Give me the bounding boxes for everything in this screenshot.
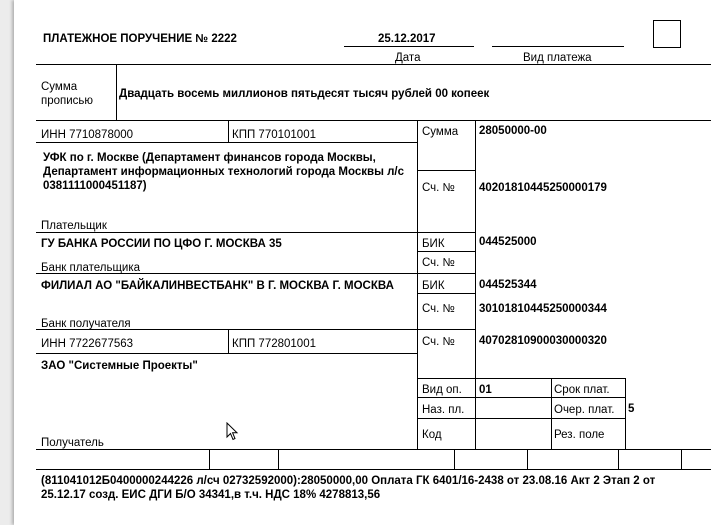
payer-inn: ИНН 7710878000 — [41, 129, 134, 141]
amount-label: Сумма — [422, 126, 459, 138]
payee-bank-account-label: Сч. № — [422, 303, 455, 315]
rule — [228, 120, 229, 142]
rule — [417, 397, 625, 398]
payment-order-document — [14, 0, 711, 525]
payment-type-label: Вид платежа — [523, 52, 592, 64]
form-code-box — [653, 20, 681, 48]
rule — [36, 449, 711, 450]
payer-bik: 044525000 — [479, 236, 537, 248]
rule — [278, 449, 279, 469]
rule — [681, 449, 682, 469]
rule — [209, 449, 210, 469]
op-type-label: Вид оп. — [422, 384, 462, 396]
amount-words-value: Двадцать восемь миллионов пятьдесят тысяч рублей 00 копеек — [119, 88, 490, 100]
payee-bik: 044525344 — [479, 279, 537, 291]
rule — [116, 64, 117, 120]
rule — [618, 449, 619, 469]
payee-bank-account: 30101810445250000344 — [479, 303, 607, 315]
payment-type-line — [492, 46, 624, 47]
priority-label: Очер. плат. — [554, 404, 615, 416]
date-line — [344, 46, 474, 47]
rule — [454, 449, 455, 469]
rule — [417, 251, 475, 252]
payee-bank-name: ФИЛИАЛ АО "БАЙКАЛИНВЕСТБАНК" В Г. МОСКВА Г. МОСКВА — [41, 280, 394, 292]
rule — [36, 120, 711, 121]
rule — [36, 273, 475, 274]
payee-kpp: КПП 772801001 — [232, 338, 316, 350]
amount-value: 28050000-00 — [479, 125, 547, 137]
rule — [417, 418, 625, 419]
payment-purpose: (811041012Б0400000244226 л/сч 02732592000):28050000,00 Оплата ГК 6401/16-2438 от 23.08.16 Акт 2 Этап 2 от 25.12.17 созд. ЕИС ДГИ Б/О 34341,в т.ч. НДС 18% 4278813,56 — [41, 475, 656, 501]
document-title: ПЛАТЕЖНОЕ ПОРУЧЕНИЕ № 2222 — [43, 33, 237, 45]
payee-inn: ИНН 7722677563 — [41, 338, 134, 350]
rule — [36, 232, 475, 233]
date-label: Дата — [395, 52, 421, 64]
rule — [417, 170, 475, 171]
payer-name: УФК по г. Москве (Департамент финансов города Москвы, Департамент информационных технологий города Москвы л/с 0381111000451187) — [43, 152, 404, 192]
rule — [36, 469, 711, 470]
payer-account: 40201810445250000179 — [479, 182, 607, 194]
payer-bank-name: ГУ БАНКА РОССИИ ПО ЦФО Г. МОСКВА 35 — [41, 238, 282, 250]
rule — [36, 64, 711, 65]
payee-label: Получатель — [41, 437, 104, 449]
op-type-value: 01 — [479, 384, 492, 396]
rule — [36, 142, 417, 143]
rule — [417, 293, 475, 294]
rule — [36, 329, 475, 330]
payee-bik-label: БИК — [422, 280, 445, 292]
payer-bik-label: БИК — [422, 238, 445, 250]
mouse-cursor-icon — [226, 422, 239, 442]
term-label: Срок плат. — [554, 384, 610, 396]
amount-words-label: Сумма прописью — [41, 81, 94, 107]
purpose-code-label: Наз. пл. — [422, 404, 465, 416]
payer-label: Плательщик — [41, 220, 107, 232]
rule — [527, 449, 528, 469]
code-label: Код — [422, 429, 442, 441]
payee-name: ЗАО "Системные Проекты" — [41, 360, 198, 372]
rule — [228, 329, 229, 353]
rule — [475, 120, 476, 449]
payer-kpp: КПП 770101001 — [232, 129, 316, 141]
rule — [36, 353, 417, 354]
payer-account-label: Сч. № — [422, 182, 455, 194]
rule — [625, 378, 626, 449]
payer-bank-account-label: Сч. № — [422, 257, 455, 269]
payer-bank-label: Банк плательщика — [41, 262, 141, 274]
reserve-label: Рез. поле — [554, 429, 605, 441]
payee-account: 40702810900030000320 — [479, 335, 607, 347]
priority-value: 5 — [628, 403, 635, 415]
payee-account-label: Сч. № — [422, 336, 455, 348]
payee-bank-label: Банк получателя — [41, 318, 131, 330]
rule — [417, 378, 625, 379]
rule — [551, 378, 552, 449]
date-value: 25.12.2017 — [378, 33, 436, 45]
